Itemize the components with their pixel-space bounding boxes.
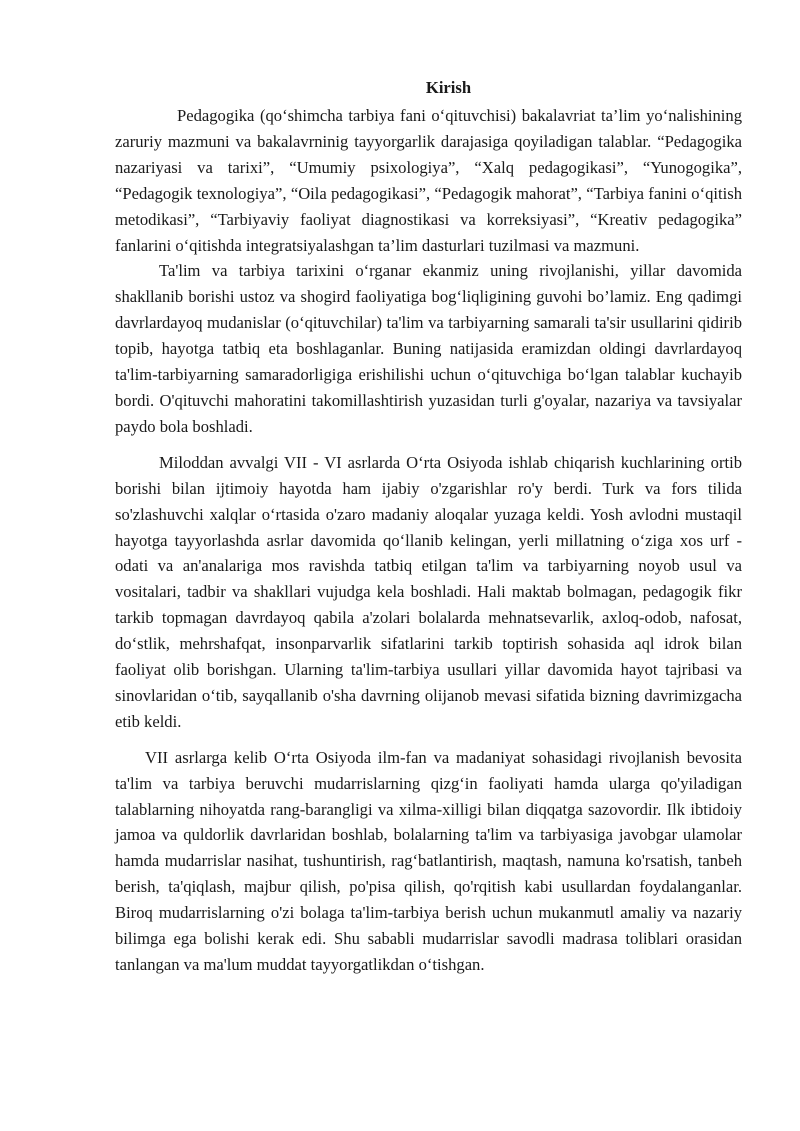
paragraph-2: Ta'lim va tarbiya tarixini o‘rganar ekanmiz uning rivojlanishi, yillar davomida shakllanib borishi ustoz va shogird faoliyatiga bog‘liqligining guvohi bo’lamiz. Eng qadimgi davrlardayoq mudanislar (o‘qituvchilar) ta'lim va tarbiyarning samarali ta'sir usullarini qidirib topib, hayotga tatbiq eta boshlaganlar. Buning natijasida eramizdan oldingi davrlardayoq ta'lim-tarbiyarning samaradorligiga erishilishi uchun o‘qituvchiga bo‘lgan talablar kuchayib bordi. O'qituvchi mahoratini takomillashtirish yuzasidan turli g'oyalar, nazariya va tavsiyalar paydo bola boshladi. <box>115 261 742 436</box>
paragraph-4: VII asrlarga kelib O‘rta Osiyoda ilm-fan va madaniyat sohasidagi rivojlanish bevosita ta'lim va tarbiya beruvchi mudarrislarning qizg‘in faoliyati hamda ularga qo'yiladigan talablarning nihoyatda rang-barangligi va xilma-xilligi bilan diqqatga sazovordir. Ilk ibtidoiy jamoa va quldorlik davrlaridan boshlab, bolalarning ta'lim va tarbiyasiga javobgar ulamolar hamda mudarrislar nasihat, tushuntirish, rag‘batlantirish, maqtash, namuna ko'rsatish, tanbeh berish, ta'qiqlash, majbur qilish, po'pisa qilish, qo'rqitish kabi usullardan foydalanganlar. Biroq mudarrislarning o'zi bolaga ta'lim-tarbiya berish uchun mukanmutl amaliy va nazariy bilimga ega bolishi kerak edi. Shu sababli mudarrislar savodli madrasa toliblari orasidan tanlangan va ma'lum muddat tayyorgatlikdan o‘tishgan. <box>115 747 742 974</box>
paragraph-1: Pedagogika (qo‘shimcha tarbiya fani o‘qituvchisi) bakalavriat ta’lim yo‘nalishining zaruriy mazmuni va bakalavrninig tayyorgarlik darajasiga qoyiladigan talablar. “Pedagogika nazariyasi va tarixi”, “Umumiy psixologiya”, “Xalq pedagogikasi”, “Yunogogika”, “Pedagogik texnologiya”, “Oila pedagogikasi”, “Pedagogik mahorat”, “Tarbiya fanini o‘qitish metodikasi”, “Tarbiyaviy faoliyat diagnostikasi va korreksiyasi”, “Kreativ pedagogika” fanlarini o‘qitishda integratsiyalashgan ta’lim dasturlari tuzilmasi va mazmuni. <box>115 106 742 255</box>
section-title: Kirish <box>425 78 472 97</box>
paragraph-3: Miloddan avvalgi VII - VI asrlarda O‘rta Osiyoda ishlab chiqarish kuchlarining ortib borishi bilan ijtimoiy hayotda ham ijabiy o'zgarishlar ro'y berdi. Turk va fors tilida so'zlashuvchi xalqlar o‘rtasida o'zaro madaniy aloqalar yuzaga keldi. Yosh avlodni mustaqil hayotga tayyorlashda asrlar davomida qo‘llanib kelingan, yerli millatning o‘ziga xos urf - odati va an'analariga mos ravishda tatbiq etilgan ta'lim va tarbiyarning noyob usul va vositalari, tadbir va shakllari vujudga kela boshladi. Hali maktab bolmagan, pedagogik fikr tarkib topmagan davrdayoq qabila a'zolari bolalarda mehnatsevarlik, axloq-odob, nafosat, do‘stlik, mehrshafqat, insonparvarlik sifatlarini tarkib toptirish sohasida aql idrok bilan faoliyat olib borishgan. Ularning ta'lim-tarbiya usullari yillar davomida hayot tajribasi va sinovlaridan o‘tib, sayqallanib o'sha davrning olijanob mevasi sifatida bizning davrimizgacha etib keldi. <box>115 452 742 731</box>
document-body <box>115 76 742 978</box>
